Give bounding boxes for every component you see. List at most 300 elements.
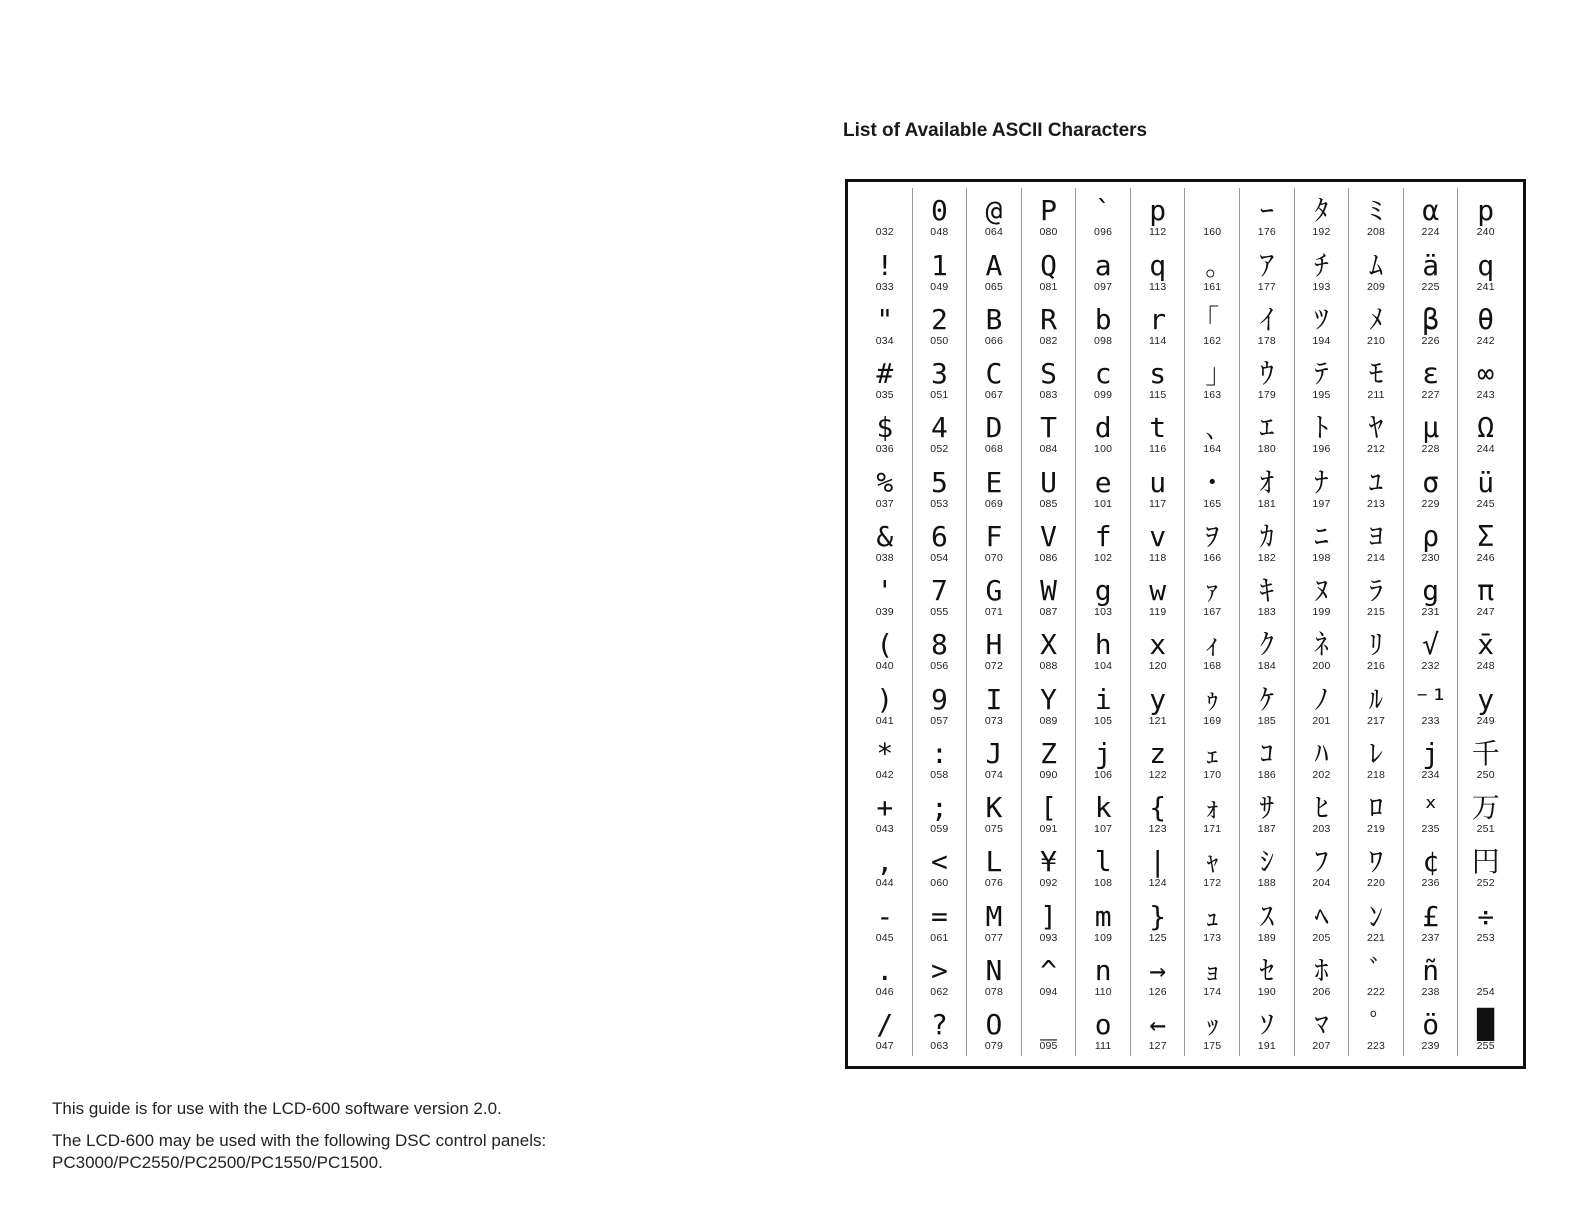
char-cell (1349, 459, 1404, 513)
char-glyph: H (985, 628, 1003, 662)
char-glyph: q (1149, 248, 1167, 282)
char-glyph: h (1094, 628, 1112, 662)
char-cell (967, 893, 1022, 947)
char-code: 204 (1312, 877, 1331, 890)
char-glyph: ｿ (1259, 1008, 1274, 1041)
char-cell (1240, 459, 1295, 513)
char-glyph: ｨ (1205, 628, 1220, 662)
char-glyph: : (930, 736, 948, 770)
char-code: 050 (930, 334, 949, 347)
char-code: 037 (875, 497, 894, 510)
char-cell (1076, 568, 1131, 622)
char-glyph: 7 (930, 574, 948, 607)
char-code: 196 (1312, 443, 1331, 456)
char-cell (1295, 1002, 1350, 1056)
char-glyph: T (1040, 411, 1057, 445)
char-cell (1404, 351, 1459, 405)
char-cell (1022, 839, 1077, 893)
char-cell (1295, 785, 1350, 839)
char-cell (1295, 622, 1350, 676)
char-cell (967, 839, 1022, 893)
char-cell (1349, 785, 1404, 839)
char-glyph: ﾇ (1314, 574, 1329, 607)
char-glyph: 9 (930, 682, 948, 716)
char-cell (1240, 948, 1295, 1002)
char-glyph: y (1477, 682, 1495, 716)
footer-version-note: This guide is for use with the LCD-600 software version 2.0. (52, 1099, 502, 1118)
char-cell (1404, 297, 1459, 351)
char-cell (858, 785, 913, 839)
char-glyph: 5 (930, 465, 948, 499)
char-glyph: ﾚ (1369, 736, 1384, 770)
char-glyph: ! (876, 248, 894, 282)
char-glyph: / (876, 1008, 894, 1041)
char-glyph: C (985, 357, 1003, 390)
char-code: 072 (984, 660, 1003, 673)
char-code: 185 (1257, 714, 1276, 727)
char-cell (967, 242, 1022, 296)
char-code: 079 (984, 1040, 1003, 1052)
char-code: 043 (875, 823, 894, 835)
char-glyph: ｷ (1259, 574, 1274, 607)
char-cell (1022, 351, 1077, 405)
char-glyph: b (1094, 302, 1112, 336)
char-code: 097 (1094, 280, 1113, 293)
char-glyph: N (985, 953, 1003, 987)
char-cell (1131, 297, 1186, 351)
char-glyph: ｻ (1259, 791, 1274, 824)
char-code: 121 (1148, 714, 1167, 727)
char-glyph: s (1149, 357, 1167, 390)
char-glyph: ｽ (1259, 899, 1274, 933)
char-cell (1404, 731, 1459, 785)
char-glyph: q (1477, 248, 1495, 282)
char-cell (1022, 1002, 1077, 1056)
char-cell (1349, 1002, 1404, 1056)
char-code: 207 (1312, 1040, 1331, 1052)
footer-panels-note: The LCD-600 may be used with the following DSC control panels: (52, 1131, 547, 1150)
char-glyph: ﾞ (1369, 953, 1384, 987)
char-code: 127 (1148, 1040, 1167, 1052)
char-code: 171 (1203, 823, 1222, 835)
char-cell (1131, 839, 1186, 893)
char-code: 080 (1039, 226, 1058, 239)
char-code: 049 (930, 280, 949, 293)
char-glyph: " (876, 302, 894, 336)
char-glyph: E (985, 465, 1003, 499)
char-cell (1349, 839, 1404, 893)
char-glyph: ｭ (1205, 899, 1220, 933)
char-cell (1349, 351, 1404, 405)
char-glyph: ｣ (1205, 357, 1220, 390)
char-code: 116 (1149, 443, 1167, 456)
char-cell (1458, 514, 1513, 568)
char-glyph: ^ (1040, 953, 1057, 987)
char-code: 075 (984, 823, 1003, 835)
char-cell (858, 514, 913, 568)
char-code: 060 (930, 877, 949, 890)
char-glyph: π (1477, 574, 1495, 607)
char-cell (1022, 568, 1077, 622)
char-glyph: ﾏ (1314, 1008, 1329, 1041)
char-glyph: l (1094, 845, 1112, 879)
char-code: 167 (1203, 606, 1222, 618)
char-cell (858, 242, 913, 296)
char-code: 057 (930, 714, 949, 727)
ascii-character-table (845, 179, 1526, 1069)
char-glyph: j (1422, 736, 1440, 770)
char-glyph: @ (985, 194, 1003, 228)
char-cell (1458, 188, 1513, 242)
char-cell (1240, 568, 1295, 622)
char-glyph: Y (1040, 682, 1057, 716)
char-glyph: c (1094, 357, 1112, 390)
char-cell (1022, 731, 1077, 785)
char-cell (1131, 622, 1186, 676)
char-glyph: D (985, 411, 1003, 445)
char-cell (1076, 1002, 1131, 1056)
char-cell (1185, 839, 1240, 893)
char-code: 238 (1421, 985, 1440, 998)
char-code: 178 (1257, 334, 1276, 347)
char-cell (858, 459, 913, 513)
char-code: 197 (1312, 497, 1331, 510)
char-cell (1404, 188, 1459, 242)
char-glyph: ｫ (1205, 791, 1220, 824)
char-code: 123 (1148, 823, 1167, 835)
char-cell (1349, 622, 1404, 676)
char-glyph: x (1149, 628, 1167, 662)
char-glyph: ﾔ (1369, 411, 1384, 445)
char-glyph: ｧ (1205, 574, 1220, 607)
char-cell (913, 1002, 968, 1056)
char-cell (858, 351, 913, 405)
char-cell (1349, 242, 1404, 296)
char-cell (967, 514, 1022, 568)
char-code: 176 (1257, 226, 1276, 239)
char-cell (967, 568, 1022, 622)
char-code: 081 (1039, 280, 1058, 293)
char-code: 044 (875, 877, 894, 890)
char-code: 107 (1094, 823, 1113, 835)
char-glyph: O (985, 1008, 1003, 1041)
char-code: 220 (1366, 877, 1386, 890)
char-cell (1022, 948, 1077, 1002)
char-code: 200 (1312, 660, 1331, 673)
char-glyph: k (1094, 791, 1112, 824)
char-cell (913, 731, 968, 785)
char-code: 237 (1421, 931, 1440, 944)
char-glyph: f (1094, 519, 1112, 553)
char-code: 245 (1476, 497, 1495, 510)
char-glyph: o (1094, 1008, 1112, 1041)
char-glyph: ﾃ (1314, 357, 1329, 390)
char-code: 067 (984, 389, 1003, 401)
char-cell (1240, 514, 1295, 568)
char-code: 058 (930, 768, 949, 781)
char-code: 192 (1312, 226, 1331, 239)
char-glyph: > (930, 953, 948, 987)
char-code: 048 (930, 226, 949, 239)
char-cell (1458, 948, 1513, 1002)
char-glyph: y (1149, 682, 1167, 716)
char-cell (1404, 405, 1459, 459)
char-code: 125 (1148, 931, 1167, 944)
char-cell (1022, 405, 1077, 459)
char-code: 038 (875, 551, 894, 564)
char-cell (913, 839, 968, 893)
char-code: 165 (1203, 497, 1222, 510)
char-glyph: K (985, 791, 1003, 824)
char-glyph: Ω (1477, 411, 1495, 445)
char-glyph: ｴ (1259, 411, 1274, 445)
char-glyph: 8 (930, 628, 948, 662)
char-cell (1022, 893, 1077, 947)
char-cell (1458, 1002, 1513, 1056)
char-code: 124 (1148, 877, 1167, 890)
char-code: 230 (1421, 551, 1440, 564)
char-glyph: θ (1477, 302, 1495, 336)
char-code: 114 (1149, 334, 1167, 347)
char-cell (858, 188, 913, 242)
char-glyph: ﾊ (1314, 736, 1329, 770)
char-cell (1458, 893, 1513, 947)
char-code: 062 (930, 985, 949, 998)
char-glyph: α (1422, 194, 1440, 228)
char-code: 189 (1257, 931, 1276, 944)
char-cell (1349, 514, 1404, 568)
char-glyph: ﾄ (1314, 411, 1329, 445)
char-code: 239 (1421, 1040, 1440, 1052)
char-glyph: ｹ (1259, 682, 1274, 716)
char-cell (1022, 514, 1077, 568)
char-cell (967, 785, 1022, 839)
char-glyph: G (985, 574, 1003, 607)
char-code: 160 (1203, 226, 1222, 239)
char-glyph: Σ (1477, 519, 1495, 553)
char-code: 078 (984, 985, 1003, 998)
char-glyph: ﾗ (1369, 574, 1384, 607)
char-cell (1458, 351, 1513, 405)
char-code: 253 (1476, 931, 1495, 944)
char-glyph: ｼ (1259, 845, 1274, 879)
char-code: 187 (1257, 823, 1276, 835)
char-code: 122 (1148, 768, 1167, 781)
char-glyph: → (1149, 953, 1167, 987)
char-cell (1240, 1002, 1295, 1056)
char-glyph: ﾓ (1369, 357, 1384, 390)
char-glyph: | (1149, 845, 1167, 879)
char-code: 161 (1203, 280, 1222, 293)
char-glyph: . (876, 953, 894, 987)
char-code: 105 (1094, 714, 1113, 727)
char-code: 240 (1476, 226, 1495, 239)
char-code: 085 (1039, 497, 1058, 510)
char-glyph: ⁻¹ (1413, 682, 1448, 716)
char-glyph: S (1040, 357, 1057, 390)
char-glyph: ｲ (1259, 302, 1274, 336)
char-code: 055 (930, 606, 949, 618)
char-code: 162 (1203, 334, 1222, 347)
char-cell (1404, 839, 1459, 893)
char-glyph: W (1040, 574, 1057, 607)
char-glyph: ﾀ (1314, 194, 1329, 228)
char-code: 104 (1094, 660, 1113, 673)
char-cell (1022, 459, 1077, 513)
char-code: 164 (1203, 443, 1222, 456)
char-cell (1458, 839, 1513, 893)
char-code: 084 (1039, 443, 1058, 456)
char-cell (913, 188, 968, 242)
char-glyph: ¥ (1040, 845, 1057, 879)
char-code: 092 (1039, 877, 1058, 890)
char-glyph: ｶ (1259, 519, 1274, 553)
char-code: 074 (984, 768, 1003, 781)
char-glyph: ˣ (1422, 791, 1440, 824)
char-cell (1458, 242, 1513, 296)
char-cell (1076, 459, 1131, 513)
char-code: 175 (1203, 1040, 1222, 1052)
char-glyph: X (1040, 628, 1057, 662)
char-glyph: ｳ (1259, 357, 1274, 390)
char-glyph: V (1040, 519, 1057, 553)
char-glyph: d (1094, 411, 1112, 445)
char-cell (1022, 622, 1077, 676)
char-cell (967, 676, 1022, 730)
char-code: 108 (1094, 877, 1113, 890)
char-code: 191 (1257, 1040, 1276, 1052)
char-glyph: ) (876, 682, 894, 716)
char-glyph: ｡ (1205, 248, 1220, 282)
char-code: 077 (984, 931, 1003, 944)
char-cell (1185, 622, 1240, 676)
char-glyph: ; (930, 791, 948, 824)
char-glyph: [ (1040, 791, 1057, 824)
char-cell (1295, 676, 1350, 730)
char-code: 071 (984, 606, 1003, 618)
char-code: 076 (984, 877, 1003, 890)
char-cell (1076, 514, 1131, 568)
char-cell (858, 676, 913, 730)
char-glyph: J (985, 736, 1003, 770)
char-glyph: + (876, 791, 894, 824)
char-glyph: █ (1477, 1008, 1495, 1041)
char-cell (1295, 351, 1350, 405)
char-code: 250 (1476, 768, 1495, 781)
char-cell (1349, 405, 1404, 459)
char-cell (1131, 242, 1186, 296)
char-glyph: a (1094, 248, 1112, 282)
char-cell (967, 459, 1022, 513)
char-cell (1022, 242, 1077, 296)
char-code: 109 (1094, 931, 1113, 944)
char-code: 168 (1203, 660, 1222, 673)
char-glyph: ｪ (1205, 736, 1220, 770)
page-title: List of Available ASCII Characters (843, 120, 1148, 141)
char-cell (1404, 785, 1459, 839)
char-cell (1131, 351, 1186, 405)
char-cell (1240, 405, 1295, 459)
char-glyph: % (876, 465, 894, 499)
char-glyph: ｺ (1259, 736, 1274, 770)
char-code: 246 (1476, 551, 1495, 564)
char-cell (1458, 297, 1513, 351)
char-cell (858, 297, 913, 351)
char-glyph: L (985, 845, 1003, 879)
char-glyph: < (930, 845, 948, 879)
char-code: 218 (1366, 768, 1386, 781)
char-glyph: , (876, 845, 894, 879)
char-code: 111 (1094, 1040, 1112, 1052)
char-glyph: i (1094, 682, 1112, 716)
char-code: 118 (1149, 551, 1167, 564)
char-code: 233 (1421, 714, 1440, 727)
char-code: 054 (930, 551, 949, 564)
char-cell (1076, 242, 1131, 296)
char-glyph: ｵ (1259, 465, 1274, 499)
char-glyph: $ (876, 411, 894, 445)
char-code: 064 (984, 226, 1003, 239)
char-code: 255 (1476, 1040, 1495, 1052)
char-code: 112 (1149, 226, 1167, 239)
char-glyph: ｸ (1259, 628, 1274, 662)
char-code: 216 (1366, 660, 1386, 673)
char-code: 052 (930, 443, 949, 456)
char-glyph: 万 (1471, 791, 1500, 824)
char-glyph: ﾙ (1369, 682, 1384, 716)
char-glyph: μ (1422, 411, 1440, 445)
char-glyph: p (1149, 194, 1167, 228)
char-cell (1131, 514, 1186, 568)
char-code: 110 (1094, 985, 1112, 998)
char-code: 117 (1149, 497, 1167, 510)
char-glyph: g (1094, 574, 1112, 607)
char-code: 106 (1094, 768, 1113, 781)
char-cell (913, 297, 968, 351)
char-cell (1404, 242, 1459, 296)
char-glyph: ･ (1205, 465, 1220, 499)
char-cell (1131, 676, 1186, 730)
char-code: 091 (1039, 823, 1058, 835)
char-cell (1458, 459, 1513, 513)
char-code: 182 (1257, 551, 1276, 564)
char-glyph: ü (1477, 465, 1495, 499)
char-cell (1458, 622, 1513, 676)
char-cell (1349, 188, 1404, 242)
char-cell (1022, 297, 1077, 351)
char-code: 217 (1366, 714, 1386, 727)
char-code: 103 (1094, 606, 1113, 618)
char-cell (1076, 731, 1131, 785)
char-glyph: β (1422, 302, 1440, 336)
char-code: 173 (1203, 931, 1222, 944)
char-code: 086 (1039, 551, 1058, 564)
char-glyph: ﾋ (1314, 791, 1329, 824)
char-code: 115 (1149, 389, 1167, 401)
char-code: 036 (875, 443, 894, 456)
char-code: 252 (1476, 877, 1495, 890)
char-cell (1022, 188, 1077, 242)
char-code: 166 (1203, 551, 1222, 564)
char-glyph: e (1094, 465, 1112, 499)
char-glyph: σ (1422, 465, 1440, 499)
char-glyph: 3 (930, 357, 948, 390)
char-cell (1458, 405, 1513, 459)
char-cell (1076, 405, 1131, 459)
char-glyph: ﾆ (1314, 519, 1329, 553)
char-code: 222 (1366, 985, 1386, 998)
char-code: 228 (1421, 443, 1440, 456)
